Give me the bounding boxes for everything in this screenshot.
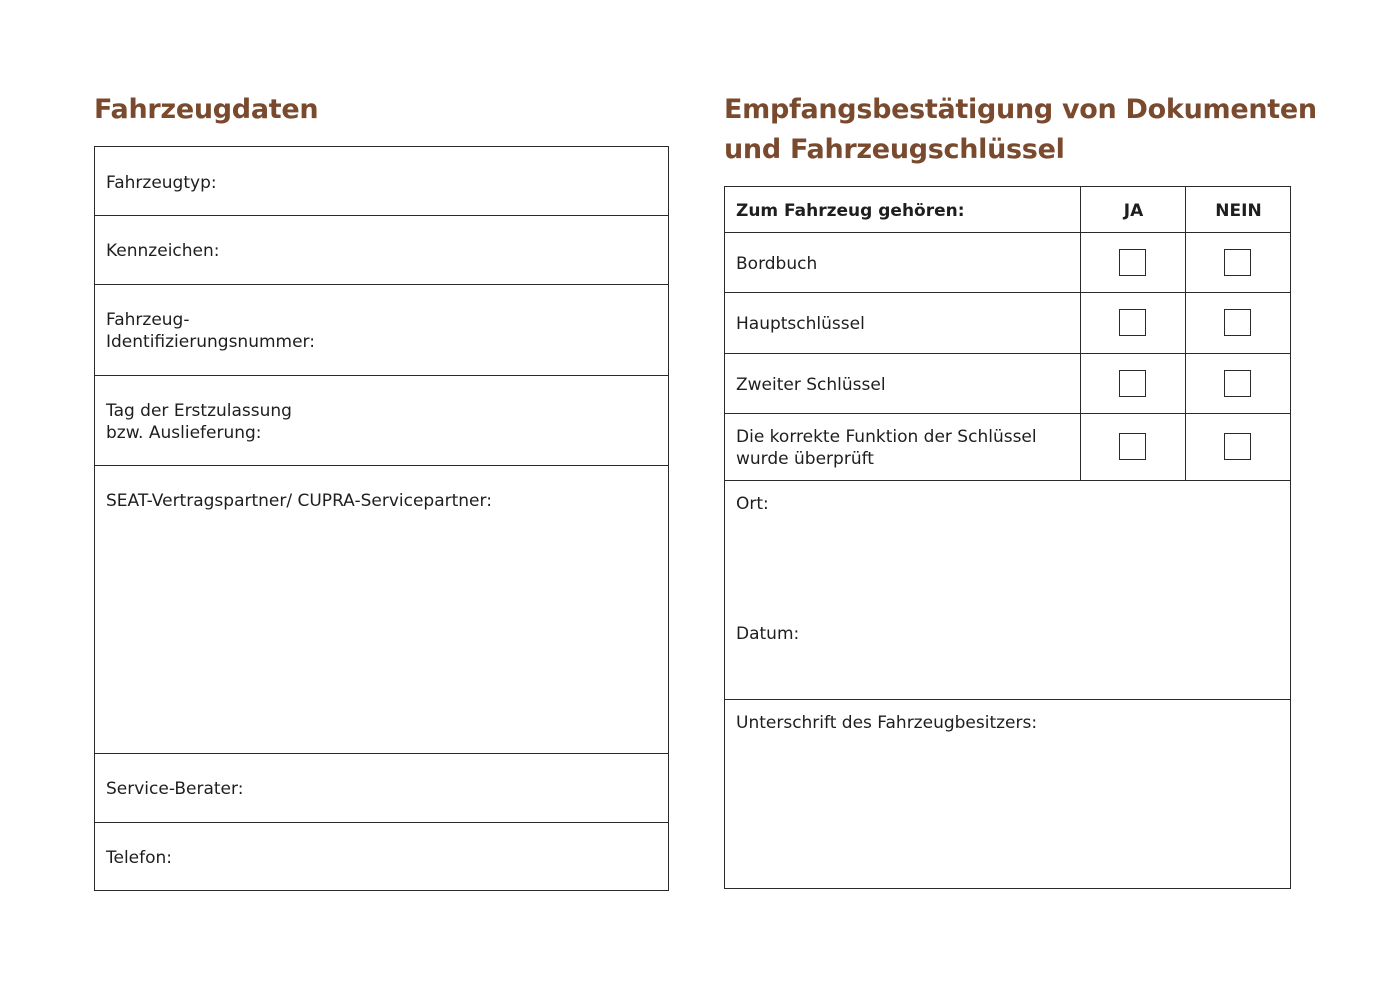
- checklist-item: [736, 426, 1076, 470]
- registration-date-field[interactable]: [106, 400, 656, 444]
- date-field[interactable]: [736, 623, 1281, 645]
- divider: [725, 480, 1290, 481]
- divider: [95, 753, 668, 754]
- vin-field[interactable]: [106, 309, 656, 353]
- vehicle-data-title: Fahrzeugdaten: [94, 94, 319, 125]
- signature-label: Unterschrift des Fahrzeugbesitzers:: [736, 713, 1038, 733]
- divider: [725, 292, 1290, 293]
- phone-label: Telefon:: [106, 848, 173, 868]
- vehicle-type-label: Fahrzeugtyp:: [106, 173, 217, 193]
- vehicle-type-field[interactable]: [106, 172, 656, 194]
- service-partner-field[interactable]: [106, 490, 656, 512]
- no-checkbox[interactable]: [1224, 370, 1251, 397]
- divider: [95, 284, 668, 285]
- column-divider: [1185, 187, 1186, 480]
- divider: [95, 375, 668, 376]
- phone-field[interactable]: [106, 847, 656, 869]
- license-plate-field[interactable]: [106, 240, 656, 262]
- no-column-header: NEIN: [1215, 201, 1262, 221]
- yes-checkbox[interactable]: [1119, 370, 1146, 397]
- yes-checkbox[interactable]: [1119, 309, 1146, 336]
- checklist-item-line2: wurde überprüft: [736, 449, 874, 469]
- yes-checkbox[interactable]: [1119, 249, 1146, 276]
- documents-receipt-title: Empfangsbestätigung von Dokumenten und Fahrzeugschlüssel: [724, 94, 1317, 165]
- divider: [725, 413, 1290, 414]
- service-advisor-field[interactable]: [106, 778, 656, 800]
- checklist-item-line1: Die korrekte Funktion der Schlüssel: [736, 427, 1037, 447]
- service-advisor-label: Service-Berater:: [106, 779, 244, 799]
- divider: [95, 465, 668, 466]
- registration-date-label-line1: Tag der Erstzulassung: [106, 401, 292, 421]
- no-checkbox[interactable]: [1224, 249, 1251, 276]
- no-checkbox[interactable]: [1224, 309, 1251, 336]
- column-divider: [1080, 187, 1081, 480]
- vehicle-data-table: [94, 146, 669, 891]
- date-label: Datum:: [736, 624, 800, 644]
- belongs-to-vehicle-header: Zum Fahrzeug gehören:: [736, 201, 965, 221]
- yes-checkbox[interactable]: [1119, 433, 1146, 460]
- place-label: Ort:: [736, 494, 769, 514]
- license-plate-label: Kennzeichen:: [106, 241, 220, 261]
- registration-date-label-line2: bzw. Auslieferung:: [106, 423, 262, 443]
- divider: [725, 353, 1290, 354]
- divider: [725, 699, 1290, 700]
- documents-receipt-table: [724, 186, 1291, 889]
- checklist-item: Hauptschlüssel: [736, 314, 865, 334]
- checklist-item: Bordbuch: [736, 254, 818, 274]
- vin-label-line2: Identifizierungsnummer:: [106, 332, 315, 352]
- checklist-item: Zweiter Schlüssel: [736, 375, 886, 395]
- divider: [95, 215, 668, 216]
- divider: [725, 232, 1290, 233]
- yes-column-header: JA: [1123, 201, 1144, 221]
- place-field[interactable]: [736, 493, 1281, 515]
- vin-label-line1: Fahrzeug-: [106, 310, 190, 330]
- divider: [95, 822, 668, 823]
- no-checkbox[interactable]: [1224, 433, 1251, 460]
- service-partner-label: SEAT-Vertragspartner/ CUPRA-Servicepartner:: [106, 491, 492, 511]
- signature-field[interactable]: [736, 712, 1281, 734]
